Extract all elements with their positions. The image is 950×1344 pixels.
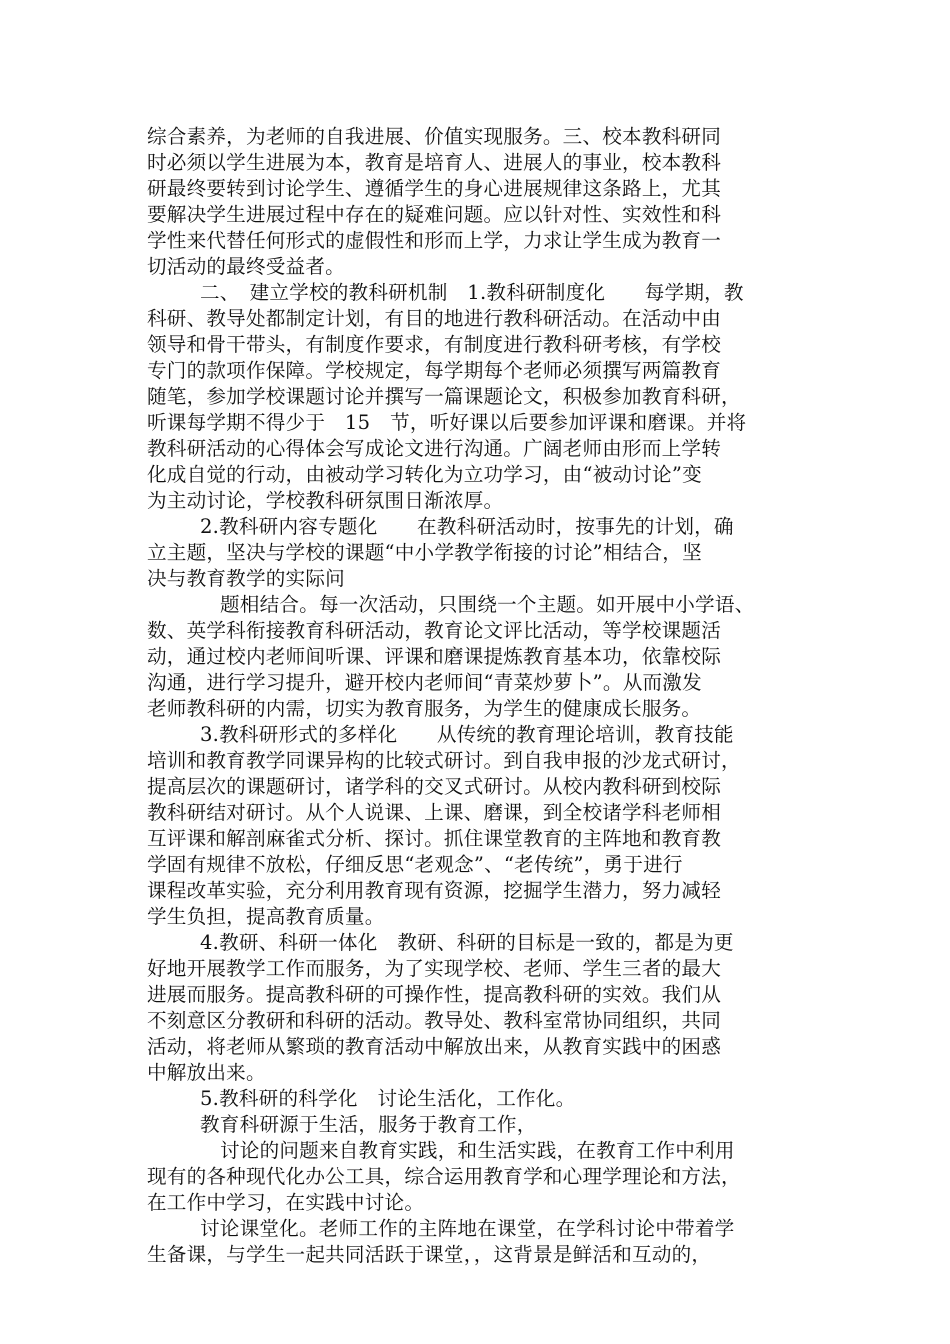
text-line: 教育科研源于生活，服务于教育工作，	[200, 1113, 537, 1136]
text-line: 切活动的最终受益者。	[147, 255, 345, 278]
text-line: 决与教育教学的实际问	[147, 567, 345, 590]
text-line: 教科研结对研讨。从个人说课、上课、磨课，到全校诸学科老师相	[147, 801, 722, 824]
text-line: 讨论课堂化。老师工作的主阵地在课堂，在学科讨论中带着学	[200, 1217, 735, 1240]
text-line: 好地开展教学工作而服务，为了实现学校、老师、学生三者的最大	[147, 957, 722, 980]
text-line: 领导和骨干带头，有制度作要求，有制度进行教科研考核，有学校	[147, 333, 722, 356]
text-line: 时必须以学生进展为本，教育是培育人、进展人的事业，校本教科	[147, 151, 722, 174]
text-line: 学生负担，提高教育质量。	[147, 905, 385, 928]
text-line: 学固有规律不放松，仔细反思“老观念”、“老传统”，勇于进行	[147, 853, 683, 876]
text-line: 互评课和解剖麻雀式分析、探讨。抓住课堂教育的主阵地和教育教	[147, 827, 722, 850]
text-line: 动，通过校内老师间听课、评课和磨课提炼教育基本功，依靠校际	[147, 645, 722, 668]
text-line: 不刻意区分教研和科研的活动。教导处、教科室常协同组织，共同	[147, 1009, 722, 1032]
text-line: 数、英学科衔接教育科研活动，教育论文评比活动，等学校课题活	[147, 619, 722, 642]
text-line: 综合素养，为老师的自我进展、价值实现服务。三、校本教科研同	[147, 125, 722, 148]
text-line: 听课每学期不得少于 15 节，听好课以后要参加评课和磨课。并将	[147, 411, 747, 434]
text-line: 专门的款项作保障。学校规定，每学期每个老师必须撰写两篇教育	[147, 359, 722, 382]
text-line: 化成自觉的行动，由被动学习转化为立功学习，由“被动讨论”变	[147, 463, 702, 486]
text-line: 要解决学生进展过程中存在的疑难问题。应以针对性、实效性和科	[147, 203, 722, 226]
text-line: 科研、教导处都制定计划，有目的地进行教科研活动。在活动中由	[147, 307, 722, 330]
section-heading: 二、 建立学校的教科研机制 1.教科研制度化 每学期，教	[200, 281, 744, 304]
text-line: 现有的各种现代化办公工具，综合运用教育学和心理学理论和方法，	[147, 1165, 741, 1188]
text-line: 活动，将老师从繁琐的教育活动中解放出来，从教育实践中的困惑	[147, 1035, 722, 1058]
text-line: 老师教科研的内需，切实为教育服务，为学生的健康成长服务。	[147, 697, 702, 720]
text-line: 中解放出来。	[147, 1061, 266, 1084]
text-line: 生备课，与学生一起共同活跃于课堂，，这背景是鲜活和互动的，	[147, 1243, 712, 1266]
text-line: 学性来代替任何形式的虚假性和形而上学，力求让学生成为教育一	[147, 229, 722, 252]
text-line: 为主动讨论，学校教科研氛围日渐浓厚。	[147, 489, 504, 512]
text-line: 立主题，坚决与学校的课题“中小学教学衔接的讨论”相结合，坚	[147, 541, 702, 564]
subsection-heading: 4.教研、科研一体化 教研、科研的目标是一致的，都是为更	[200, 931, 734, 954]
text-line: 培训和教育教学同课异构的比较式研讨。到自我申报的沙龙式研讨，	[147, 749, 741, 772]
text-line: 在工作中学习，在实践中讨论。	[147, 1191, 425, 1214]
subsection-heading: 5.教科研的科学化 讨论生活化，工作化。	[200, 1087, 576, 1110]
subsection-heading: 2.教科研内容专题化 在教科研活动时，按事先的计划，确	[200, 515, 734, 538]
text-line: 研最终要转到讨论学生、遵循学生的身心进展规律这条路上，尤其	[147, 177, 722, 200]
text-line: 进展而服务。提高教科研的可操作性，提高教科研的实效。我们从	[147, 983, 722, 1006]
text-line: 课程改革实验，充分利用教育现有资源，挖掘学生潜力，努力减轻	[147, 879, 722, 902]
text-line: 随笔，参加学校课题讨论并撰写一篇课题论文，积极参加教育科研，	[147, 385, 741, 408]
subsection-heading: 3.教科研形式的多样化 从传统的教育理论培训，教育技能	[200, 723, 734, 746]
text-line: 讨论的问题来自教育实践，和生活实践，在教育工作中利用	[220, 1139, 735, 1162]
text-line: 沟通，进行学习提升，避开校内老师间“青菜炒萝卜”。从而激发	[147, 671, 702, 694]
text-line: 教科研活动的心得体会写成论文进行沟通。广阔老师由形而上学转	[147, 437, 722, 460]
text-line: 题相结合。每一次活动，只围绕一个主题。如开展中小学语、	[220, 593, 755, 616]
text-line: 提高层次的课题研讨，诸学科的交叉式研讨。从校内教科研到校际	[147, 775, 722, 798]
